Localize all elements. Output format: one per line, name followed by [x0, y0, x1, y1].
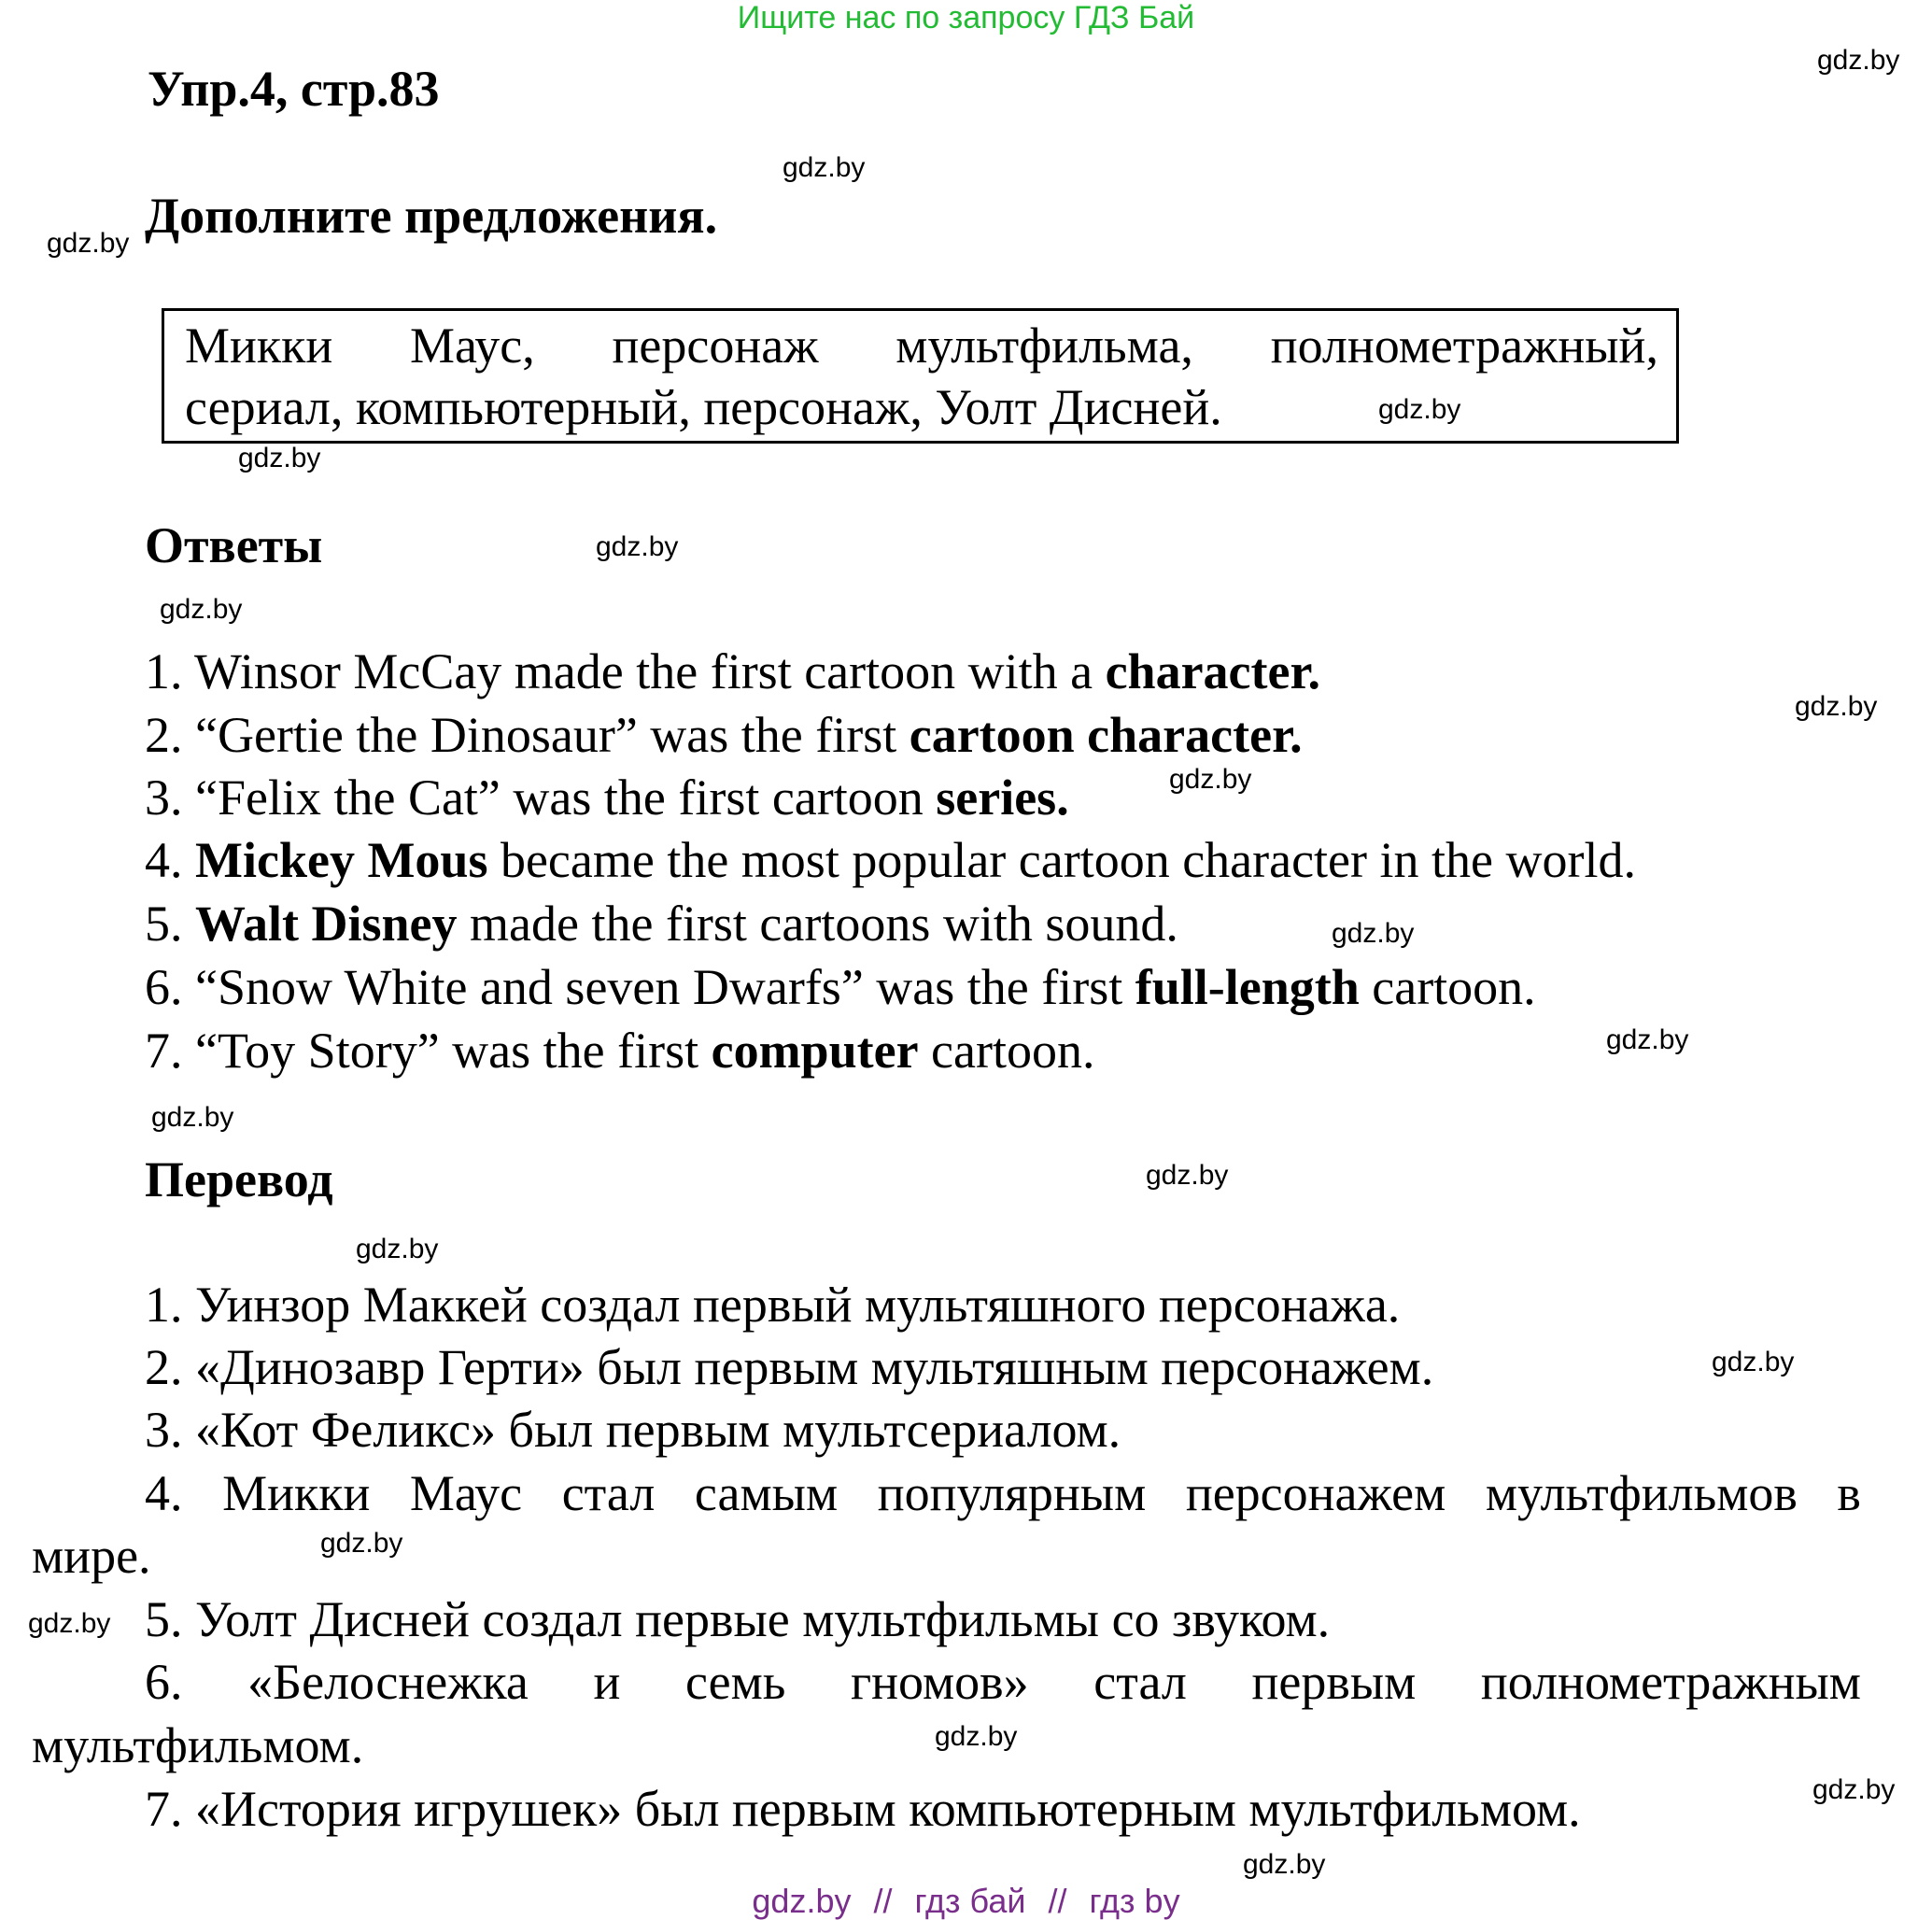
translation-line: 1. Уинзор Маккей создал первый мультяшного персонажа. — [145, 1277, 1401, 1333]
watermark: gdz.by — [1795, 691, 1878, 722]
answers-heading: Ответы — [145, 517, 323, 573]
answer-line: 7. “Toy Story” was the first computer cartoon. — [145, 1023, 1095, 1079]
watermark: gdz.by — [1817, 45, 1900, 76]
footer-separator: // — [873, 1882, 893, 1920]
watermark: gdz.by — [1332, 918, 1415, 949]
translation-heading: Перевод — [145, 1151, 333, 1207]
watermark: gdz.by — [160, 594, 243, 625]
answer-line: 6. “Snow White and seven Dwarfs” was the first full-length cartoon. — [145, 959, 1536, 1015]
answer-keyword: character. — [1105, 643, 1320, 699]
watermark: gdz.by — [1606, 1024, 1689, 1055]
answer-keyword: computer — [711, 1023, 919, 1079]
exercise-title: Упр.4, стр.83 — [148, 61, 440, 117]
word-box-word: персонаж — [612, 318, 819, 374]
translation-line: 7. «История игрушек» был первым компьютерным мультфильмом. — [145, 1781, 1581, 1837]
watermark: gdz.by — [320, 1528, 403, 1559]
answer-keyword: full-length — [1135, 959, 1360, 1015]
footer-link[interactable]: гдз бай — [914, 1882, 1026, 1920]
word-box-line-2: сериал, компьютерный, персонаж, Уолт Дисней. — [185, 379, 1222, 435]
word-box-word: Микки — [185, 318, 333, 374]
answer-line: 2. “Gertie the Dinosaur” was the first cartoon character. — [145, 707, 1303, 763]
watermark: gdz.by — [1243, 1849, 1326, 1880]
translation-line: 6. «Белоснежка и семь гномов» стал первым полнометражным — [145, 1654, 1861, 1710]
answer-keyword: Walt Disney — [195, 896, 458, 952]
watermark: gdz.by — [1812, 1774, 1896, 1805]
watermark: gdz.by — [28, 1608, 111, 1639]
translation-line: 4. Микки Маус стал самым популярным персонажем мультфильмов в — [145, 1465, 1861, 1521]
answer-keyword: series. — [936, 769, 1069, 826]
answer-keyword: Mickey Mous — [195, 832, 488, 888]
watermark: gdz.by — [238, 443, 321, 473]
translation-line: 3. «Кот Феликс» был первым мультсериалом. — [145, 1402, 1121, 1458]
task-text: Дополните предложения. — [145, 188, 718, 244]
watermark: gdz.by — [151, 1102, 234, 1133]
word-box-word: мультфильма, — [895, 318, 1193, 374]
watermark: gdz.by — [783, 152, 866, 183]
translation-line: мире. — [32, 1528, 151, 1584]
translation-line: 2. «Динозавр Герти» был первым мультяшным персонажем. — [145, 1339, 1434, 1395]
answer-line: 1. Winsor McCay made the first cartoon with a character. — [145, 643, 1320, 699]
watermark: gdz.by — [1146, 1160, 1229, 1191]
word-box-line-1 — [185, 315, 1658, 376]
watermark: gdz.by — [935, 1721, 1018, 1752]
answer-line: 4. Mickey Mous became the most popular cartoon character in the world. — [145, 832, 1636, 888]
footer-link[interactable]: гдз by — [1089, 1882, 1180, 1920]
watermark: gdz.by — [1169, 764, 1252, 795]
footer-links — [0, 1883, 1932, 1920]
answer-line: 5. Walt Disney made the first cartoons with sound. — [145, 896, 1178, 952]
word-box-word: Маус, — [410, 318, 535, 374]
watermark: gdz.by — [1378, 394, 1461, 425]
watermark: gdz.by — [356, 1234, 439, 1264]
translation-line: 5. Уолт Дисней создал первые мультфильмы со звуком. — [145, 1591, 1331, 1647]
footer-separator: // — [1048, 1882, 1067, 1920]
answer-line: 3. “Felix the Cat” was the first cartoon series. — [145, 769, 1069, 826]
word-box-word: полнометражный, — [1270, 318, 1658, 374]
watermark: gdz.by — [47, 228, 130, 259]
translation-line: мультфильмом. — [32, 1717, 364, 1773]
promo-banner: Ищите нас по запросу ГДЗ Бай — [737, 0, 1195, 35]
watermark: gdz.by — [596, 531, 679, 562]
footer-link[interactable]: gdz.by — [752, 1882, 852, 1920]
answer-keyword: cartoon character. — [909, 707, 1303, 763]
watermark: gdz.by — [1712, 1347, 1795, 1377]
